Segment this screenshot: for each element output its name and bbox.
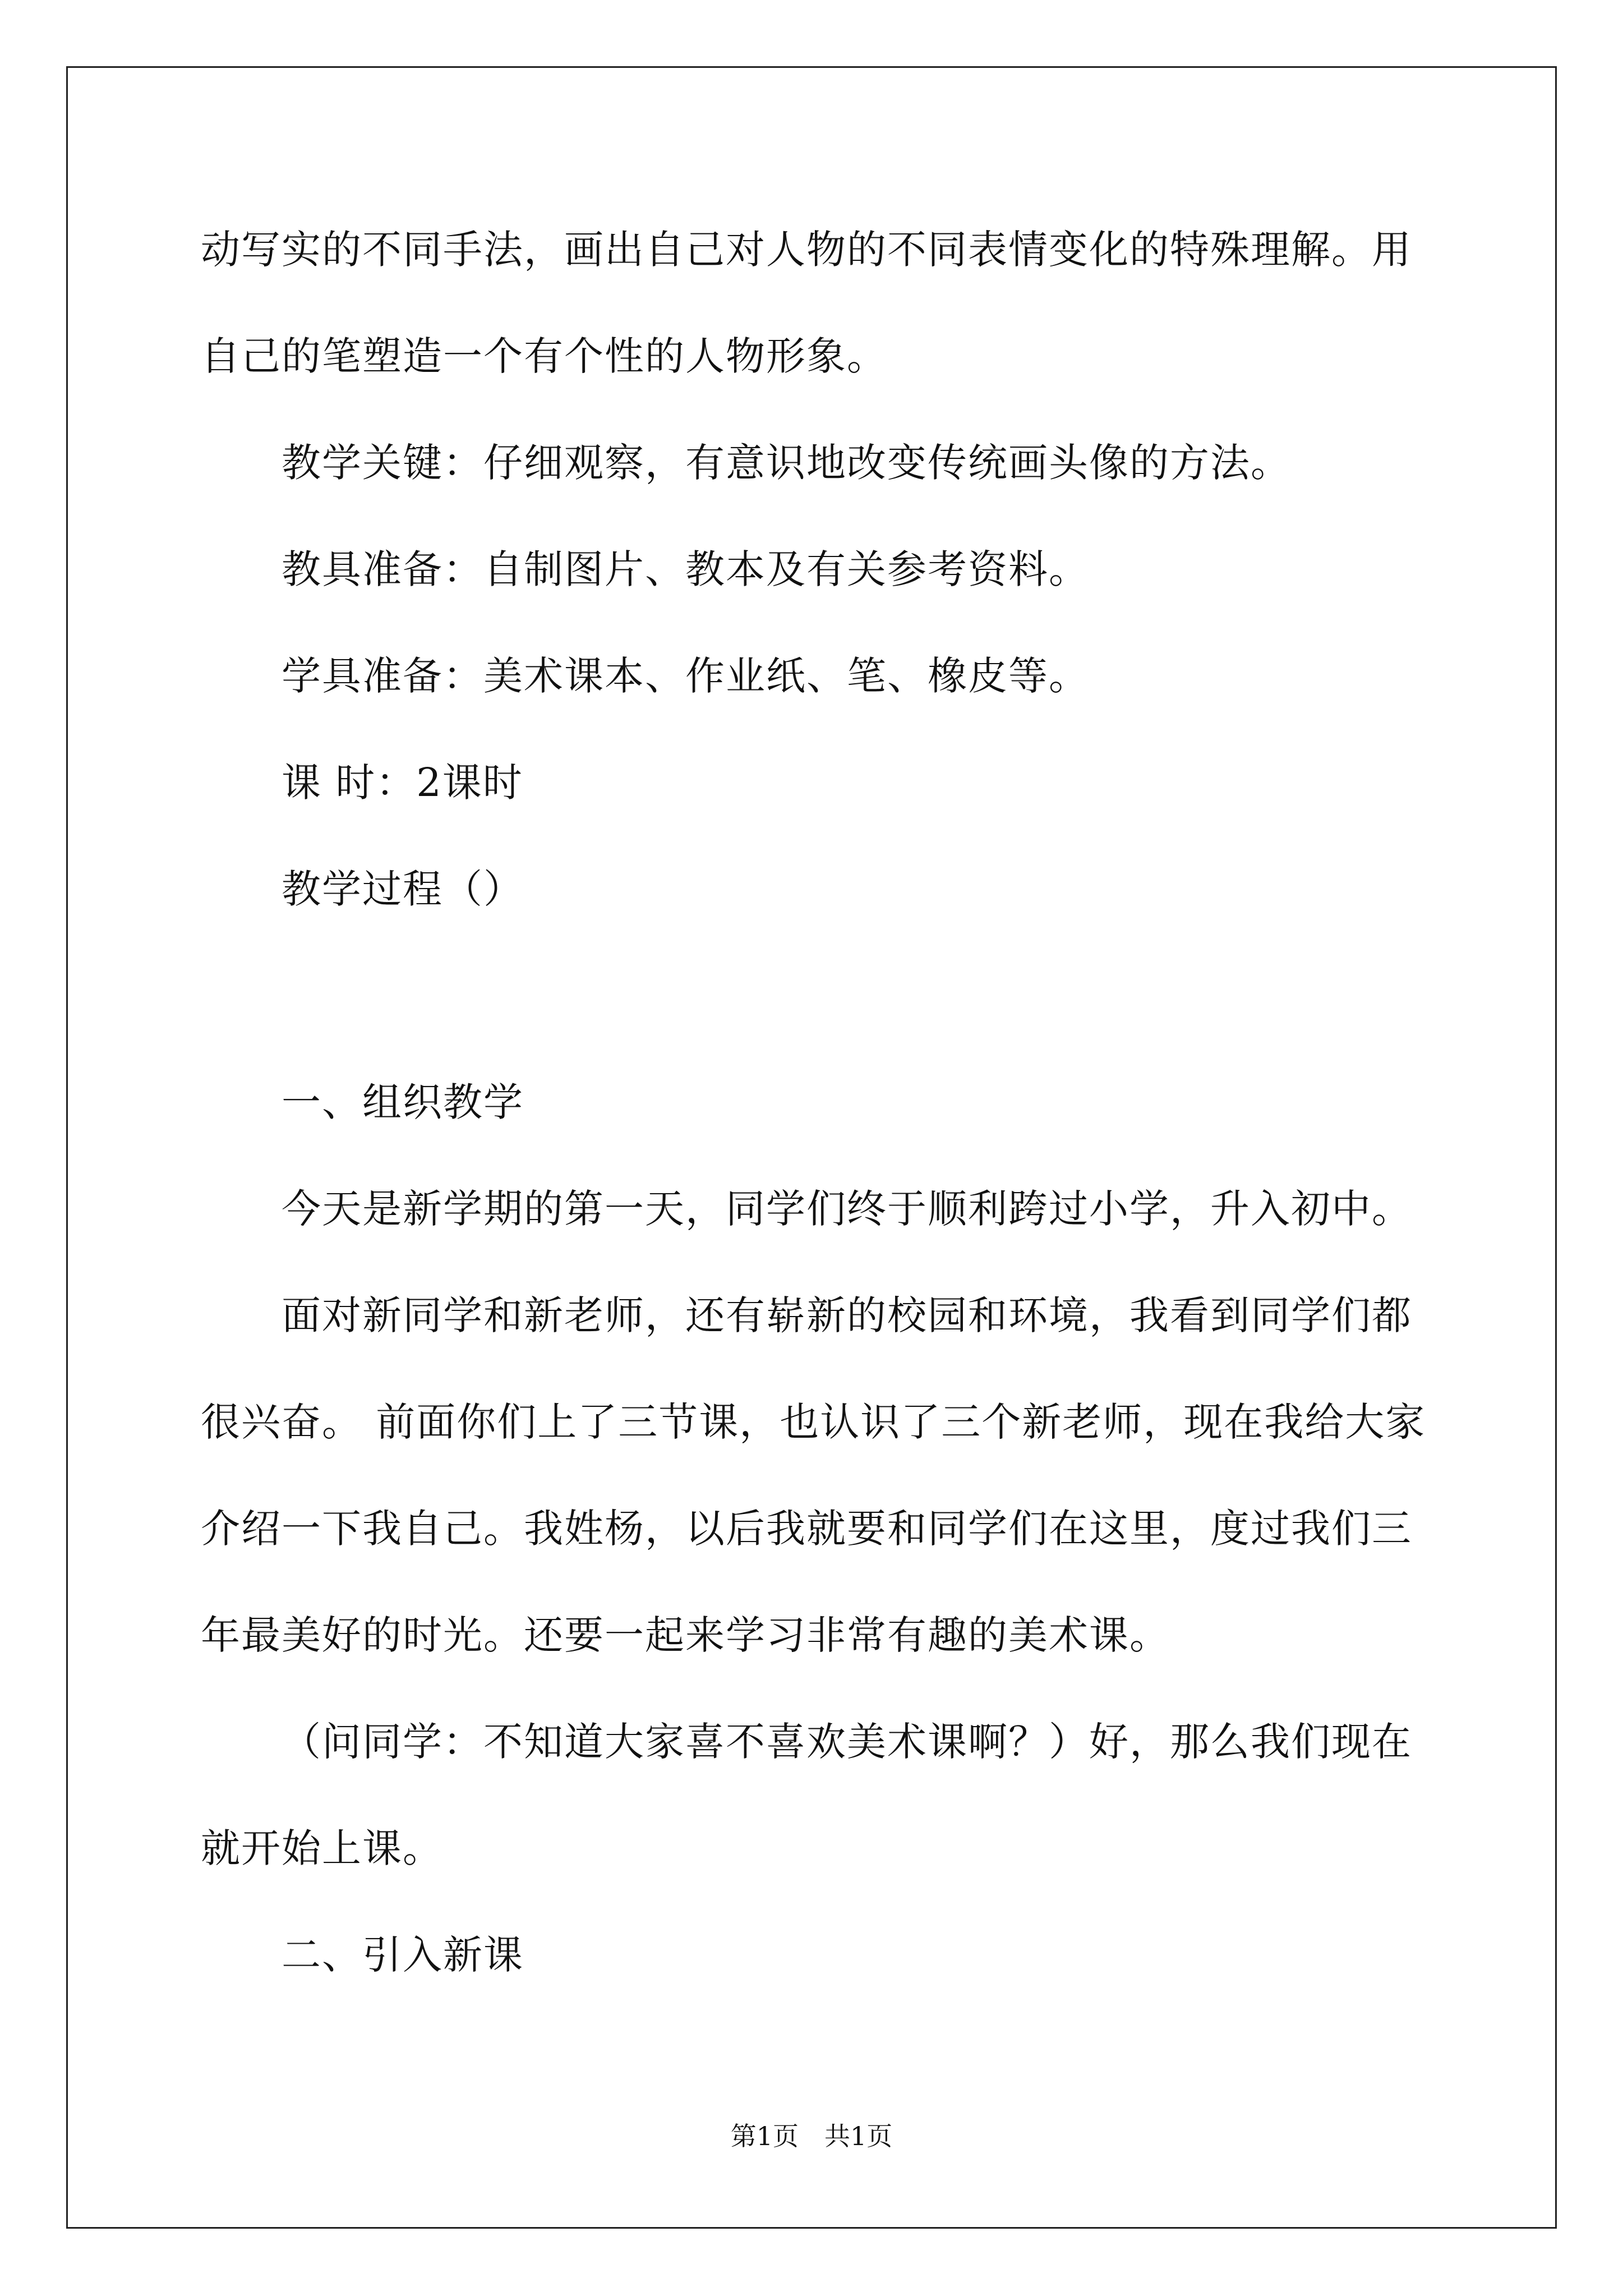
text-line: 很兴奋。 前面你们上了三节课，也认识了三个新老师，现在我给大家: [201, 1399, 1426, 1445]
text-line: 介绍一下我自己。我姓杨，以后我就要和同学们在这里，度过我们三: [201, 1506, 1412, 1552]
text-line: 面对新同学和新老师，还有崭新的校园和环境，我看到同学们都: [282, 1292, 1412, 1338]
section-heading: 二、引入新课: [282, 1932, 524, 1978]
text-line: 教具准备：自制图片、教本及有关参考资料。: [282, 546, 1089, 592]
section-heading: 一、组织教学: [282, 1079, 524, 1125]
text-line: 今天是新学期的第一天，同学们终于顺利跨过小学，升入初中。: [282, 1186, 1412, 1232]
text-line: 动写实的不同手法，画出自己对人物的不同表情变化的特殊理解。用: [201, 227, 1412, 273]
text-line: 就开始上课。: [201, 1825, 443, 1871]
text-line: 教学过程（）: [282, 866, 524, 912]
text-line: （问同学：不知道大家喜不喜欢美术课啊？）好，那么我们现在: [282, 1719, 1412, 1765]
text-line: 教学关键：仔细观察，有意识地改变传统画头像的方法。: [282, 440, 1291, 486]
text-line: 年最美好的时光。还要一起来学习非常有趣的美术课。: [201, 1612, 1170, 1658]
text-line: 课 时：2课时: [282, 760, 523, 806]
text-line: 学具准备：美术课本、作业纸、笔、橡皮等。: [282, 653, 1089, 699]
text-line: 自己的笔塑造一个有个性的人物形象。: [201, 333, 887, 379]
page-footer: 第1页 共1页: [730, 2121, 893, 2151]
page-border: [66, 66, 1557, 2229]
